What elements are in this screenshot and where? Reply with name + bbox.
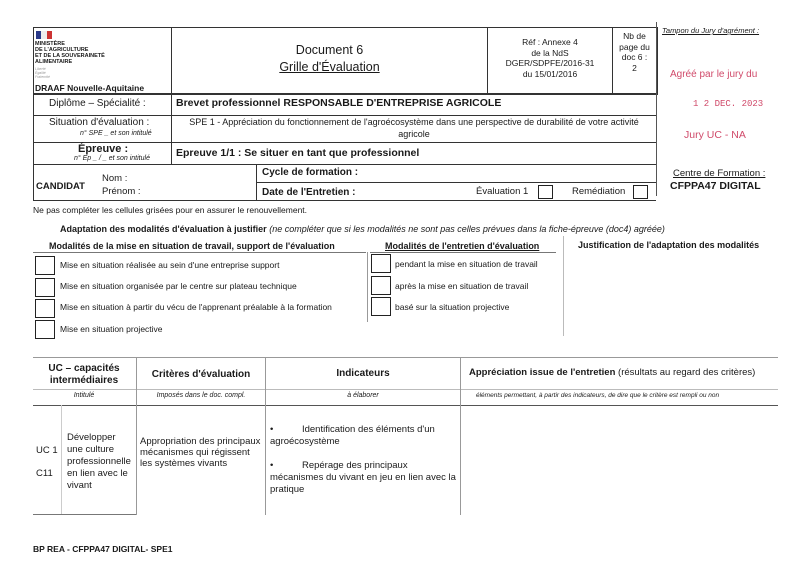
adaptation-title: Adaptation des modalités d'évaluation à justifier <box>60 224 267 234</box>
header-criteres: Critères d'évaluation <box>151 369 251 380</box>
indicator-text-1: Identification des éléments d'un agroécosystème <box>270 424 435 447</box>
col2-header: Modalités de l'entretien d'évaluation <box>385 241 540 251</box>
footer-text: BP REA - CFPPA47 DIGITAL- SPE1 <box>33 544 173 554</box>
diplome-value: Brevet professionnel RESPONSABLE D'ENTREPRISE AGRICOLE <box>176 97 502 109</box>
indicator-bullet: • <box>270 424 274 435</box>
modalite-checkbox-2[interactable] <box>35 278 55 297</box>
uc-code: UC 1 <box>36 445 58 456</box>
header-appreciation: Appréciation issue de l'entretien <box>469 367 616 378</box>
sub-intitule: Intitulé <box>73 392 95 399</box>
remediation-checkbox[interactable] <box>633 185 648 199</box>
criterion-text: Appropriation des principaux mécanismes qui régissent les systèmes vivants <box>140 436 261 469</box>
prenom-label: Prénom : <box>102 186 141 197</box>
entretien-checkbox-1[interactable] <box>371 254 391 273</box>
centre-value: CFPPA47 DIGITAL <box>670 180 761 192</box>
diplome-label: Diplôme – Spécialité : <box>49 98 146 109</box>
region-name: DRAAF Nouvelle-Aquitaine <box>35 83 145 93</box>
capacity-text: Développer une culture professionnelle en lien avec le vivant <box>67 432 131 491</box>
header-appreciation-row <box>469 367 755 378</box>
modalite-checkbox-3[interactable] <box>35 299 55 318</box>
reference-block: Réf : Annexe 4 de la NdS DGER/SDPFE/2016-31 du 15/01/2016 <box>505 37 595 79</box>
epreuve-value: Epreuve 1/1 : Se situer en tant que professionnel <box>176 147 420 159</box>
ministry-motto: Liberté Égalité Fraternité <box>35 67 50 79</box>
sub-imposes: Imposés dans le doc. compl. <box>156 392 246 399</box>
indicator-bullet: • <box>270 460 274 471</box>
centre-label: Centre de Formation : <box>673 168 766 179</box>
modalite-checkbox-1[interactable] <box>35 256 55 275</box>
stamp-approved: Agréé par le jury du <box>670 69 758 80</box>
header-appreciation-note: (résultats au regard des critères) <box>618 367 756 378</box>
page-count: Nb de page du doc 6 : 2 <box>619 31 650 73</box>
stamp-jury: Jury UC - NA <box>684 129 746 141</box>
adaptation-title-row <box>60 224 665 234</box>
ministry-name: MINISTÈRE DE L'AGRICULTURE ET DE LA SOUVERAINETÉ ALIMENTAIRE <box>35 41 105 65</box>
nom-label: Nom : <box>102 173 128 184</box>
indicator-1 <box>270 424 456 448</box>
situation-label: Situation d'évaluation : <box>49 117 150 128</box>
modalite-checkbox-4[interactable] <box>35 320 55 339</box>
document-title: Document 6 <box>295 43 364 57</box>
evaluation-checkbox[interactable] <box>538 185 553 199</box>
situation-value: SPE 1 - Appréciation du fonctionnement de l'agroécosystème dans une perspective de durabilité de votre activité agricole <box>189 117 639 139</box>
republique-logo <box>36 31 52 39</box>
entretien-item-2: après la mise en situation de travail <box>395 281 529 291</box>
modalite-item-1: Mise en situation réalisée au sein d'une entreprise support <box>60 260 280 270</box>
stamp-date: 1 2 DEC. 2023 <box>693 99 764 109</box>
header-indicateurs: Indicateurs <box>336 368 390 379</box>
epreuve-sub: n° Ep _ / _ et son intitulé <box>74 155 150 162</box>
sub-elaborer: à élaborer <box>347 392 379 399</box>
adaptation-note: (ne compléter que si les modalités ne sont pas celles prévues dans la fiche-épreuve (doc4) agréée) <box>269 224 665 234</box>
epreuve-label: Épreuve : <box>78 143 129 155</box>
document-subtitle: Grille d'Évaluation <box>279 60 380 74</box>
capacity-code: C11 <box>36 468 53 479</box>
date-label: Date de l'Entretien : <box>262 187 356 198</box>
sub-elements: éléments permettant, à partir des indicateurs, de dire que le critère est rempli ou non <box>476 392 720 399</box>
entretien-item-1: pendant la mise en situation de travail <box>395 259 538 269</box>
entretien-checkbox-3[interactable] <box>371 297 391 316</box>
modalite-item-3: Mise en situation à partir du vécu de l'apprenant préalable à la formation <box>60 302 332 312</box>
grey-cells-note: Ne pas compléter les cellules grisées pour en assurer le renouvellement. <box>33 205 308 215</box>
candidat-label: CANDIDAT <box>36 181 85 192</box>
header-uc: UC – capacités intermédiaires <box>48 363 120 386</box>
remediation-label: Remédiation <box>572 186 626 197</box>
entretien-item-3: basé sur la situation projective <box>395 302 510 312</box>
modalite-item-2: Mise en situation organisée par le centre sur plateau technique <box>60 281 297 291</box>
indicator-text-2: Repérage des principaux mécanismes du vivant en jeu en lien avec la pratique <box>270 460 456 495</box>
situation-sub: n° SPE _ et son intitulé <box>80 130 152 137</box>
indicator-2 <box>270 460 456 496</box>
evaluation-label: Évaluation 1 <box>476 186 529 197</box>
col3-header: Justification de l'adaptation des modalités <box>578 240 760 250</box>
stamp-title: Tampon du Jury d'agrément : <box>662 26 760 35</box>
modalite-item-4: Mise en situation projective <box>60 324 163 334</box>
cycle-label: Cycle de formation : <box>262 167 359 178</box>
entretien-checkbox-2[interactable] <box>371 276 391 295</box>
col1-header: Modalités de la mise en situation de travail, support de l'évaluation <box>49 241 335 251</box>
